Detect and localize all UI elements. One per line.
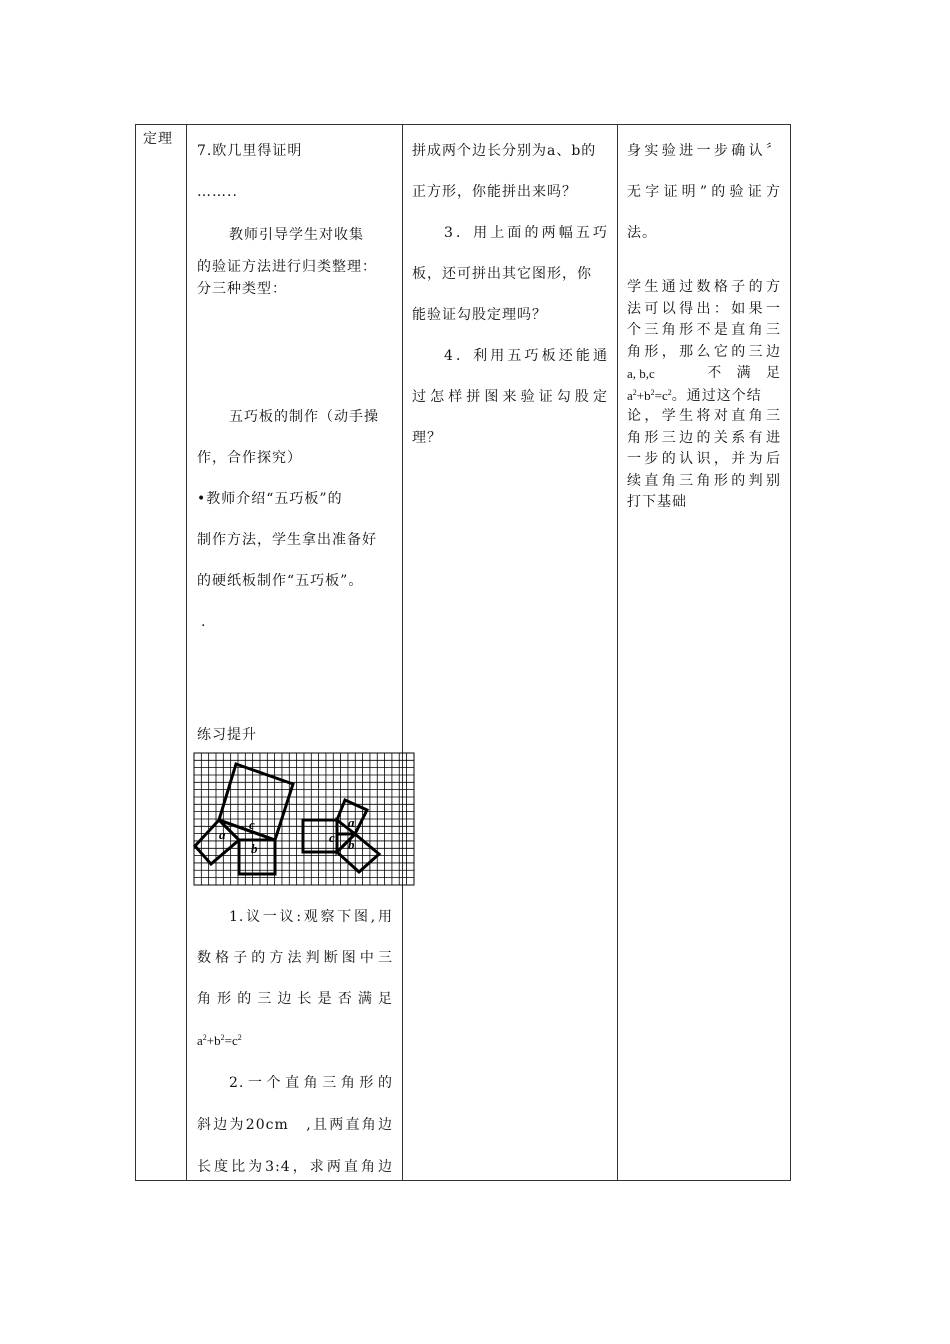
col3-line-5: 能验证勾股定理吗？ (412, 307, 547, 323)
tangram-paragraph (197, 397, 393, 643)
question-1 (197, 897, 393, 1061)
section-heading (143, 128, 173, 148)
q1-line-2: 数格子的方法判断图中三 (197, 950, 393, 966)
col4-abc-word-1: 不 (707, 365, 723, 381)
teacher-line-3: 分三种类型： (197, 281, 287, 297)
tangram-line-4: 制作方法，学生拿出准备好 (197, 532, 377, 548)
q1-line-1: 1.议一议:观察下图,用 (229, 909, 393, 925)
col4-top-line-3: 法。 (627, 225, 657, 241)
table-border-right (790, 124, 791, 1181)
figure-label-c-right: c (329, 830, 335, 845)
col3-line-4: 板，还可拼出其它图形，你 (412, 266, 592, 282)
col4-line-a3: 个三角形不是直角三 (627, 322, 781, 338)
col3-line-6: 4．利用五巧板还能通 (444, 348, 608, 364)
col4-formula-line: $a^2+b^2=c^2$。通过这个结 (627, 387, 762, 404)
col4-top-line-2: 无字证明”的验证方 (627, 184, 781, 200)
figure-label-a-right: a (348, 815, 355, 830)
q1-line-3: 角形的三边长是否满足 (197, 991, 393, 1007)
table-border-col1 (186, 124, 187, 1181)
col3-line-2: 正方形，你能拼出来吗？ (412, 184, 577, 200)
teacher-line-1: 教师引导学生对收集 (229, 227, 364, 243)
teacher-paragraph (197, 215, 393, 300)
ellipsis-line: …….. (197, 184, 238, 200)
col3-line-8: 理？ (412, 430, 442, 446)
col4-abc-word-3: 足 (765, 365, 781, 381)
col4-abc-word-2: 满 (736, 365, 752, 381)
question-2 (197, 1062, 393, 1188)
col4-line-a4: 角形，那么它的三边 (627, 343, 781, 360)
figure-label-b-right: b (348, 837, 355, 852)
teacher-line-2: 的验证方法进行归类整理： (197, 259, 377, 275)
table-border-left (135, 124, 136, 1181)
tangram-line-6: . (201, 614, 207, 630)
col4-abc-text: a, b,c (627, 366, 655, 381)
col3-content (412, 131, 608, 459)
tangram-line-2: 作，合作探究） (197, 450, 302, 466)
q1-formula: $a^2+b^2=c^2$ (197, 1033, 242, 1048)
col4-formula-tail: 。通过这个结 (671, 387, 762, 404)
col4-line-a2: 法可以得出：如果一 (627, 300, 781, 317)
tangram-line-5: 的硬纸板制作“五巧板”。 (197, 573, 364, 589)
section-heading-text: 定理 (143, 131, 173, 147)
practice-heading-text: 练习提升 (197, 727, 257, 743)
col3-line-1: 拼成两个边长分别为a、b的 (412, 143, 597, 159)
figure-label-a-left: a (219, 827, 226, 842)
col4-line-b1: 论，学生将对直角三 (627, 408, 781, 424)
col3-line-3: 3．用上面的两幅五巧 (444, 225, 608, 241)
col4-line-b5: 打下基础 (627, 494, 687, 510)
q2-line-2: 斜边为20cm ,且两直角边 (197, 1117, 393, 1133)
col4-line-b2: 角形三边的关系有进 (627, 429, 781, 446)
practice-heading (197, 724, 257, 744)
tangram-line-1: 五巧板的制作（动手操 (229, 409, 379, 425)
col4-top (627, 131, 781, 254)
table-border-col2 (402, 124, 403, 1181)
col4-abc-line (627, 363, 781, 385)
q2-line-1: 2.一个直角三角形的 (229, 1075, 393, 1091)
euclid-proof-line: 7.欧几里得证明 (197, 143, 303, 159)
table-border-col3 (617, 124, 618, 1181)
right-square-b (337, 834, 379, 872)
col3-line-7: 过怎样拼图来验证勾股定 (412, 389, 608, 405)
col4-top-line-1: 身实验进一步确认〞 (627, 143, 781, 159)
q2-line-3: 长度比为3:4，求两直角边 (197, 1159, 393, 1175)
figure-label-c-left: c (249, 817, 255, 832)
col4-conclusion (627, 277, 781, 514)
table-border-top (135, 124, 791, 125)
col4-line-a1: 学生通过数格子的方 (627, 279, 781, 295)
tangram-line-3: •教师介绍“五巧板”的 (197, 491, 343, 507)
figure-label-b-left: b (251, 841, 258, 856)
col4-line-b3: 一步的认识，并为后 (627, 451, 781, 467)
col2-top-lines (197, 131, 393, 213)
col4-line-b4: 续直角三角形的判别 (627, 472, 781, 489)
pythagorean-grid-figure (193, 752, 415, 886)
